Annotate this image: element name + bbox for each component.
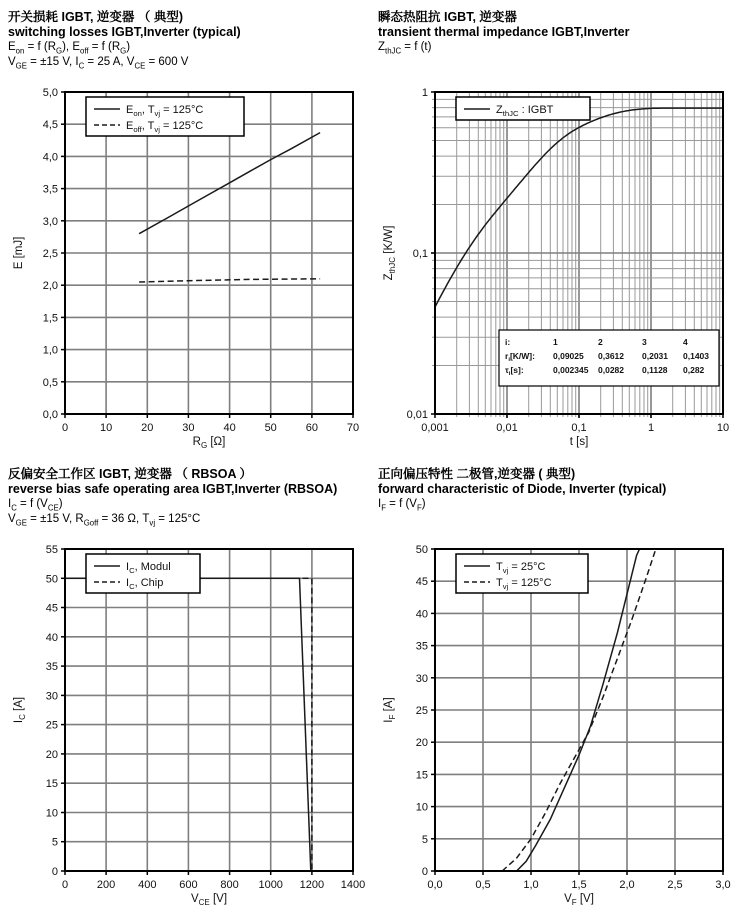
y-tick-label: 35 [415,640,428,653]
chart-condition-line: $Z_{thJC} = f$ (t) [378,41,432,56]
chart-condition-line: $I_C = f$ $(V_{CE})$ [8,498,63,513]
table-cell: 0,282 [683,365,705,375]
table-cell: 0,3612 [598,351,624,361]
chart-title-zh: 正向偏压特性 二极管,逆变器 ( 典型) [378,467,576,481]
x-tick-label: 3,0 [715,879,731,891]
x-tick-label: 10 [716,422,730,434]
y-tick-label: 0,1 [412,248,428,260]
legend-label: $Z_{thJC}$ : IGBT [496,104,554,118]
y-tick-label: 25 [415,705,428,717]
y-tick-label: 2,5 [42,248,58,260]
x-tick-label: 1000 [258,879,283,891]
x-tick-label: 0,0 [427,879,443,891]
table-cell: 2 [598,337,603,347]
x-axis-title: $V_{CE}$ [V] [190,893,228,907]
y-tick-label: 10 [415,801,428,814]
y-tick-label: 0,01 [406,409,428,421]
legend-label: $T_{vj} = 25^\circ C$ [496,561,546,575]
table-cell: 0,002345 [553,365,589,375]
legend [456,97,590,120]
grid [65,549,353,871]
x-tick-label: 0 [61,422,69,434]
x-tick-label: 20 [141,422,154,434]
chart-condition-line: $V_{GE} = \pm 15$ V, $I_C = 25$ A, $V_{CE} = 600$ V [8,55,189,71]
x-tick-label: 70 [346,422,360,434]
diode-forward-chart [378,541,740,913]
x-tick-label: 0,5 [475,879,491,891]
chart-title-zh: 开关损耗 IGBT, 逆变器 （ 典型) [8,10,184,24]
chart-block-rbsoa [0,457,370,914]
chart-block-thermal-impedance [370,0,740,457]
table-cell: 0,0282 [598,365,624,375]
table-cell: 0,2031 [642,351,668,361]
y-tick-label: 55 [45,544,58,556]
table-cell: 1 [553,337,558,347]
y-tick-label: 20 [45,748,58,761]
x-tick-label: 200 [96,879,116,891]
y-tick-label: 10 [45,807,58,820]
table-row-label: i: [505,337,511,347]
table-row-label: $\tau_i[s]$: [505,365,524,378]
y-tick-label: 20 [415,737,428,750]
x-tick-label: 2,0 [619,879,635,891]
rbsoa-chart [8,541,370,913]
chart-block-switching-losses [0,0,370,457]
y-axis-title: $I_F$ [A] [383,697,397,723]
switching-losses-chart [8,84,370,456]
chart-condition-line: $I_F = f$ $(V_F)$ [378,498,426,513]
x-tick-label: 1400 [340,879,366,891]
y-axis-title: $I_C$ [A] [13,696,27,724]
grid [65,92,353,414]
legend-label: $I_C$, Modul [126,561,171,575]
y-tick-label: 0,0 [42,409,58,421]
chart-block-diode-forward [370,457,740,914]
y-tick-label: 15 [415,769,428,782]
x-tick-label: 600 [179,879,198,891]
chart-title-en: transient thermal impedance IGBT,Inverter [378,25,630,39]
table-cell: 0,1403 [683,351,709,361]
legend-label: $T_{vj} = 125^\circ C$ [496,577,552,591]
y-axis-title: $Z_{thJC}$ [K/W] [383,225,397,281]
table-row-label: $r_i[K/W]$: [505,351,535,364]
chart-header [378,10,736,78]
x-tick-label: 0,01 [496,422,518,434]
plot-frame [65,549,353,871]
chart-title-en: switching losses IGBT,Inverter (typical) [8,25,241,39]
x-tick-label: 40 [223,422,236,434]
table-cell: 4 [683,337,688,347]
y-tick-label: 45 [45,602,58,615]
chart-title-zh: 反偏安全工作区 IGBT, 逆变器 （ RBSOA ） [8,467,252,481]
x-tick-label: 0 [61,879,69,891]
y-tick-label: 25 [45,719,58,732]
foster-table [499,330,719,386]
y-tick-label: 2,0 [42,280,58,293]
table-cell: 0,1128 [642,365,668,375]
chart-condition-line: $V_{GE} = \pm 15$ V, $R_{Goff} = 36$ Ω, $T_{vj} = 125^\circ C$ [8,512,201,528]
x-tick-label: 0,001 [421,422,449,434]
y-tick-label: 50 [415,544,428,556]
y-tick-label: 1 [421,87,428,99]
table-cell: 0,09025 [553,351,584,361]
chart-header [8,467,366,535]
chart-title-zh: 瞬态热阻抗 IGBT, 逆变器 [378,10,517,24]
y-tick-label: 45 [415,576,428,589]
y-tick-label: 5 [421,833,428,846]
x-axis-title: t [s] [569,436,589,448]
legend [86,554,200,593]
legend [456,554,588,593]
y-tick-label: 4,5 [42,119,58,132]
chart-title-en: reverse bias safe operating area IGBT,Inverter (RBSOA) [8,482,338,496]
y-tick-label: 0,5 [42,376,58,389]
legend [86,97,244,136]
y-tick-label: 15 [45,778,58,791]
y-tick-label: 50 [45,573,58,586]
legend-label: $I_C$, Chip [126,577,164,591]
y-tick-label: 1,5 [42,312,58,325]
x-tick-label: 1,0 [523,879,539,891]
chart-header [378,467,736,535]
table-cell: 3 [642,337,647,347]
x-tick-label: 10 [99,422,113,434]
x-tick-label: 50 [264,422,277,434]
x-tick-label: 800 [220,879,239,891]
x-axis-title: $V_F$ [V] [564,893,594,907]
y-tick-label: 40 [45,631,58,644]
legend-label: $E_{off}$, $T_{vj} = 125^\circ C$ [126,120,204,134]
y-tick-label: 30 [415,672,428,685]
chart-header [8,10,366,78]
y-tick-label: 35 [45,661,58,674]
legend-label: $E_{on}$, $T_{vj} = 125^\circ C$ [126,104,204,118]
grid [435,549,723,871]
y-tick-label: 40 [415,608,428,621]
x-tick-label: 0,1 [571,422,587,434]
y-tick-label: 0 [51,866,58,878]
y-tick-label: 0 [421,866,428,878]
x-tick-label: 30 [182,422,195,434]
x-tick-label: 1 [647,422,655,434]
y-tick-label: 1,0 [42,344,58,357]
y-tick-label: 5 [51,836,58,849]
x-axis-title: $R_G$ [Ω] [192,436,226,450]
y-tick-label: 3,5 [42,183,58,196]
x-tick-label: 2,5 [667,879,683,891]
x-tick-label: 400 [138,879,157,891]
x-tick-label: 1,5 [571,879,587,891]
x-tick-label: 60 [305,422,319,434]
axis-ticks [46,544,365,891]
y-tick-label: 3,0 [42,215,58,228]
chart-condition-line: $E_{on} = f$ $(R_G)$, $E_{off} = f$ $(R_G)$ [8,41,131,56]
y-tick-label: 30 [45,690,58,703]
y-axis-title: E [mJ] [13,236,25,270]
y-tick-label: 5,0 [42,87,58,99]
chart-title-en: forward characteristic of Diode, Inverter (typical) [378,482,667,496]
x-tick-label: 1200 [299,879,325,891]
thermal-impedance-chart [378,84,740,456]
y-tick-label: 4,0 [42,151,58,164]
